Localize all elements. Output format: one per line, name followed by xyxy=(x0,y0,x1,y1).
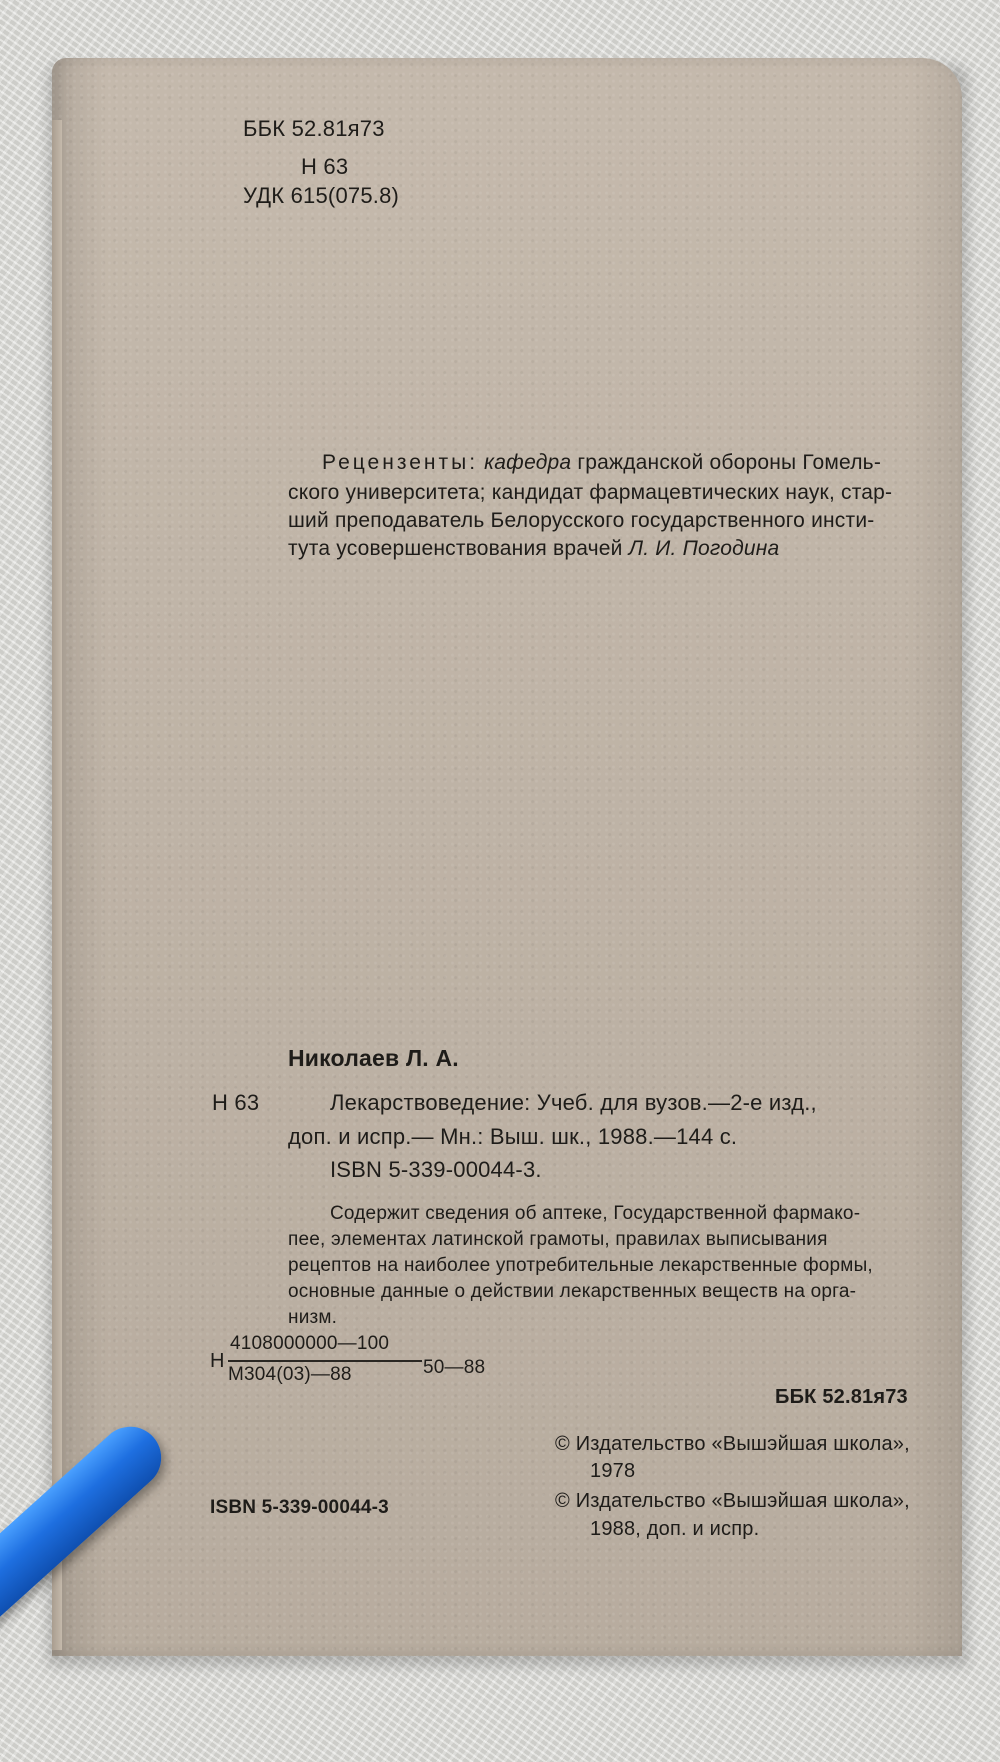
formula-denominator: М304(03)—88 xyxy=(228,1364,352,1385)
h-code-top: Н 63 xyxy=(301,154,349,179)
copyright-1988-line-1: © Издательство «Вышэйшая школа», xyxy=(555,1490,910,1512)
reviewers-line-4 xyxy=(288,537,779,561)
reviewers-label: Рецензенты: xyxy=(322,451,479,474)
reviewer-name: Л. И. Погодина xyxy=(628,537,780,560)
page-binding-edge xyxy=(52,120,62,1650)
reviewers-line-2: ского университета; кандидат фармацевтических наук, стар- xyxy=(288,481,893,504)
abstract-line-2: пее, элементах латинской грамоты, правилах выписывания xyxy=(288,1229,828,1250)
isbn-bottom: ISBN 5-339-00044-3 xyxy=(210,1497,389,1518)
reviewers-line-1-rest: гражданской обороны Гомель- xyxy=(577,451,882,474)
reviewers-line-1 xyxy=(322,451,881,475)
bbk-code-top: ББК 52.81я73 xyxy=(243,116,385,141)
udk-code: УДК 615(075.8) xyxy=(243,183,400,208)
formula-suffix: 50—88 xyxy=(423,1357,486,1378)
abstract-line-4: основные данные о действии лекарственных веществ на орга- xyxy=(288,1281,857,1302)
reviewers-dept: кафедра xyxy=(484,451,572,474)
book-page xyxy=(52,58,962,1656)
formula-numerator: 4108000000—100 xyxy=(230,1333,390,1354)
isbn-line: ISBN 5-339-00044-3. xyxy=(330,1157,542,1182)
catalog-code: Н 63 xyxy=(212,1090,260,1115)
abstract-line-1: Содержит сведения об аптеке, Государственной фармако- xyxy=(330,1203,861,1224)
bbk-code-bottom: ББК 52.81я73 xyxy=(775,1386,908,1408)
edition-line: доп. и испр.— Мн.: Выш. шк., 1988.—144 с. xyxy=(288,1124,738,1149)
book-title-line: Лекарствоведение: Учеб. для вузов.—2-е изд., xyxy=(330,1090,817,1115)
reviewers-line-4-start: тута усовершенствования врачей xyxy=(288,537,623,560)
copyright-1988-line-2: 1988, доп. и испр. xyxy=(590,1518,760,1540)
formula-fraction-bar xyxy=(228,1360,422,1362)
copyright-1978-line-2: 1978 xyxy=(590,1460,636,1482)
abstract-line-5: низм. xyxy=(288,1307,338,1328)
formula-letter: Н xyxy=(210,1350,225,1372)
abstract-line-3: рецептов на наиболее употребительные лекарственные формы, xyxy=(288,1255,873,1276)
copyright-1978-line-1: © Издательство «Вышэйшая школа», xyxy=(555,1433,910,1455)
author-heading: Николаев Л. А. xyxy=(288,1045,459,1071)
reviewers-line-3: ший преподаватель Белорусского государственного инсти- xyxy=(288,509,875,532)
